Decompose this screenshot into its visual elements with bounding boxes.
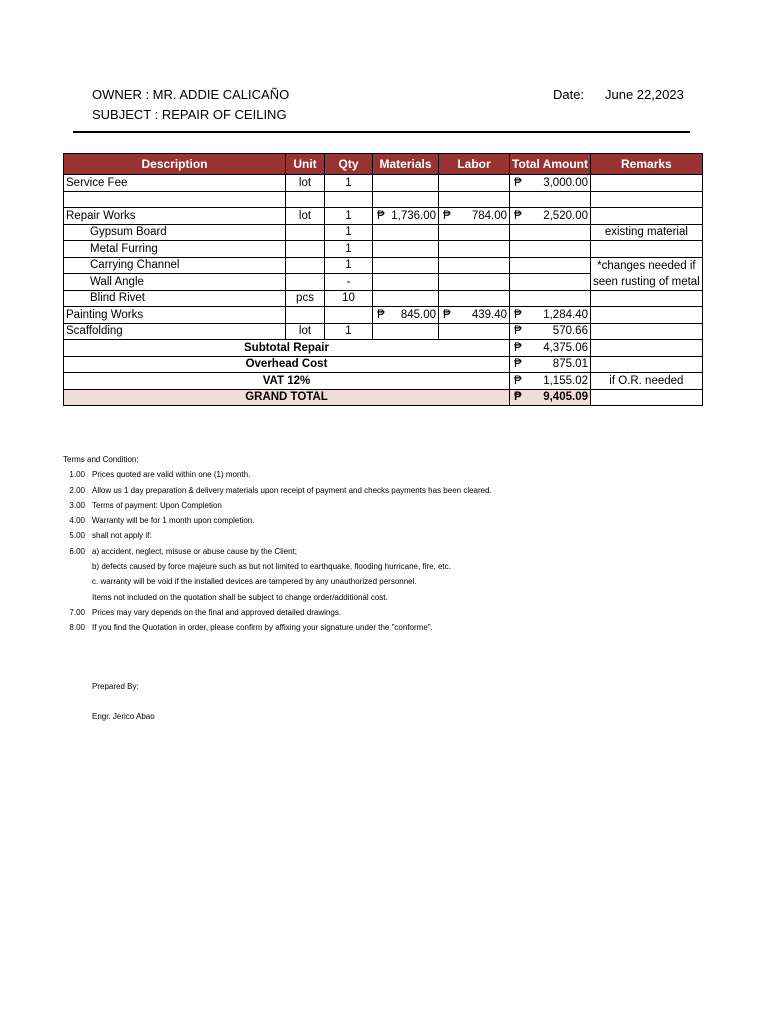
peso-sign: ₱ xyxy=(514,209,522,222)
row-qty: 1 xyxy=(325,175,373,192)
row-description: Gypsum Board xyxy=(64,224,286,241)
terms-item-number: 8.00 xyxy=(69,623,85,633)
table-row xyxy=(64,208,703,225)
terms-item-text: a) accident, neglect, misuse or abuse cause by the Client; xyxy=(92,546,297,556)
row-qty: - xyxy=(325,274,373,291)
terms-title: Terms and Condition: xyxy=(63,455,139,464)
table-row xyxy=(64,175,703,192)
overhead-row xyxy=(64,356,703,373)
row-description: Wall Angle xyxy=(64,274,286,291)
terms-item-text: shall not apply if: xyxy=(92,531,152,541)
preparer-name: Engr. Jerico Abao xyxy=(92,712,155,721)
terms-item xyxy=(63,620,492,635)
peso-sign: ₱ xyxy=(443,308,451,321)
vat-row xyxy=(64,373,703,390)
table-row-blank xyxy=(64,191,703,208)
terms-item-text: Warranty will be for 1 month upon completion. xyxy=(92,516,255,526)
row-unit: lot xyxy=(286,175,325,192)
row-total xyxy=(510,175,591,192)
peso-sign: ₱ xyxy=(514,391,522,404)
terms-item xyxy=(63,528,492,543)
peso-sign: ₱ xyxy=(443,209,451,222)
terms-sub-item: c. warranty will be void if the installed devices are tampered by any unauthorized personnel. xyxy=(92,577,417,587)
col-header-materials: Materials xyxy=(373,154,439,175)
row-description: Blind Rivet xyxy=(64,290,286,307)
peso-sign: ₱ xyxy=(377,209,385,222)
col-header-unit: Unit xyxy=(286,154,325,175)
terms-item xyxy=(63,467,492,482)
peso-sign: ₱ xyxy=(514,176,522,189)
table-row xyxy=(64,290,703,307)
terms-item xyxy=(63,483,492,498)
row-total xyxy=(510,323,591,340)
terms-item-text: Terms of payment: Upon Completion xyxy=(92,500,222,510)
labor-value: 439.40 xyxy=(471,308,507,321)
row-description: Repair Works xyxy=(64,208,286,225)
grand-total-value: 9,405.09 xyxy=(543,391,588,404)
vat-total xyxy=(510,373,591,390)
col-header-total-amount: Total Amount xyxy=(510,154,591,175)
table-row xyxy=(64,307,703,324)
materials-value: 845.00 xyxy=(400,308,436,321)
vat-label: VAT 12% xyxy=(64,373,510,390)
row-qty: 1 xyxy=(325,224,373,241)
row-remarks xyxy=(590,175,702,192)
terms-item-number: 5.00 xyxy=(69,531,85,541)
prepared-by-label: Prepared By: xyxy=(92,682,139,691)
row-remarks: existing material xyxy=(590,224,702,241)
row-remarks: seen rusting of metal xyxy=(590,274,702,291)
table-row xyxy=(64,257,703,274)
grand-total-row xyxy=(64,389,703,406)
grand-total-value-cell xyxy=(510,389,591,406)
terms-sub-item: b) defects caused by force majeure such as but not limited to earthquake, flooding hurricane, fire, etc. xyxy=(92,562,451,572)
terms-item-number: 2.00 xyxy=(69,485,85,495)
terms-item-text: Prices quoted are valid within one (1) month. xyxy=(92,470,251,480)
terms-item xyxy=(63,605,492,620)
row-description: Painting Works xyxy=(64,307,286,324)
terms-item-text: Prices may vary depends on the final and approved detailed drawings. xyxy=(92,607,342,617)
terms-item-number: 4.00 xyxy=(69,516,85,526)
vat-remarks: if O.R. needed xyxy=(590,373,702,390)
row-description: Carrying Channel xyxy=(64,257,286,274)
terms-section xyxy=(63,452,492,636)
header-divider xyxy=(73,131,690,133)
terms-item xyxy=(63,544,492,559)
row-qty: 1 xyxy=(325,241,373,258)
row-materials xyxy=(373,307,439,324)
row-remarks xyxy=(590,208,702,225)
peso-sign: ₱ xyxy=(514,308,522,321)
peso-sign: ₱ xyxy=(514,374,522,387)
row-description: Metal Furring xyxy=(64,241,286,258)
overhead-total xyxy=(510,356,591,373)
owner-line: OWNER : MR. ADDIE CALICAÑO xyxy=(92,87,290,102)
overhead-label: Overhead Cost xyxy=(64,356,510,373)
row-qty: 10 xyxy=(325,290,373,307)
quotation-table xyxy=(63,153,703,406)
total-value: 570.66 xyxy=(552,325,588,338)
date-label: Date: xyxy=(553,87,585,102)
row-total xyxy=(510,307,591,324)
row-labor xyxy=(439,307,510,324)
subtotal-row xyxy=(64,340,703,357)
peso-sign: ₱ xyxy=(514,358,522,371)
terms-item-text: Allow us 1 day preparation & delivery materials upon receipt of payment and checks payments has been cleared. xyxy=(92,485,492,495)
row-qty: 1 xyxy=(325,257,373,274)
peso-sign: ₱ xyxy=(514,341,522,354)
row-qty: 1 xyxy=(325,323,373,340)
peso-sign: ₱ xyxy=(377,308,385,321)
total-value: 1,284.40 xyxy=(543,308,588,321)
subject-line: SUBJECT : REPAIR OF CEILING xyxy=(92,107,287,122)
row-description: Service Fee xyxy=(64,175,286,192)
total-value: 3,000.00 xyxy=(543,176,588,189)
terms-item xyxy=(63,513,492,528)
labor-value: 784.00 xyxy=(471,209,507,222)
peso-sign: ₱ xyxy=(514,325,522,338)
row-labor xyxy=(439,175,510,192)
subtotal-total xyxy=(510,340,591,357)
terms-item-number: 7.00 xyxy=(69,607,85,617)
terms-item-number: 1.00 xyxy=(69,470,85,480)
row-labor xyxy=(439,208,510,225)
row-qty: 1 xyxy=(325,208,373,225)
grand-total-label: GRAND TOTAL xyxy=(64,389,510,406)
row-materials xyxy=(373,208,439,225)
table-row xyxy=(64,241,703,258)
total-value: 1,155.02 xyxy=(543,374,588,387)
terms-item-text: If you find the Quotation in order, please confirm by affixing your signature under the "conforme". xyxy=(92,623,433,633)
total-value: 875.01 xyxy=(552,358,588,371)
subtotal-label: Subtotal Repair xyxy=(64,340,510,357)
col-header-description: Description xyxy=(64,154,286,175)
col-header-remarks: Remarks xyxy=(590,154,702,175)
table-row xyxy=(64,274,703,291)
total-value: 2,520.00 xyxy=(543,209,588,222)
total-value: 4,375.06 xyxy=(543,341,588,354)
table-header-row xyxy=(64,154,703,175)
terms-sub-item: Items not included on the quotation shall be subject to change order/additional cost. xyxy=(92,592,388,602)
row-description: Scaffolding xyxy=(64,323,286,340)
materials-value: 1,736.00 xyxy=(391,209,436,222)
terms-item xyxy=(63,498,492,513)
table-row xyxy=(64,323,703,340)
row-unit: pcs xyxy=(286,290,325,307)
table-row xyxy=(64,224,703,241)
row-materials xyxy=(373,175,439,192)
col-header-labor: Labor xyxy=(439,154,510,175)
date-value: June 22,2023 xyxy=(605,87,684,102)
terms-item-number: 6.00 xyxy=(69,546,85,556)
row-total xyxy=(510,208,591,225)
row-unit: lot xyxy=(286,208,325,225)
row-unit: lot xyxy=(286,323,325,340)
col-header-qty: Qty xyxy=(325,154,373,175)
terms-item-number: 3.00 xyxy=(69,500,85,510)
row-remarks: *changes needed if xyxy=(590,257,702,274)
